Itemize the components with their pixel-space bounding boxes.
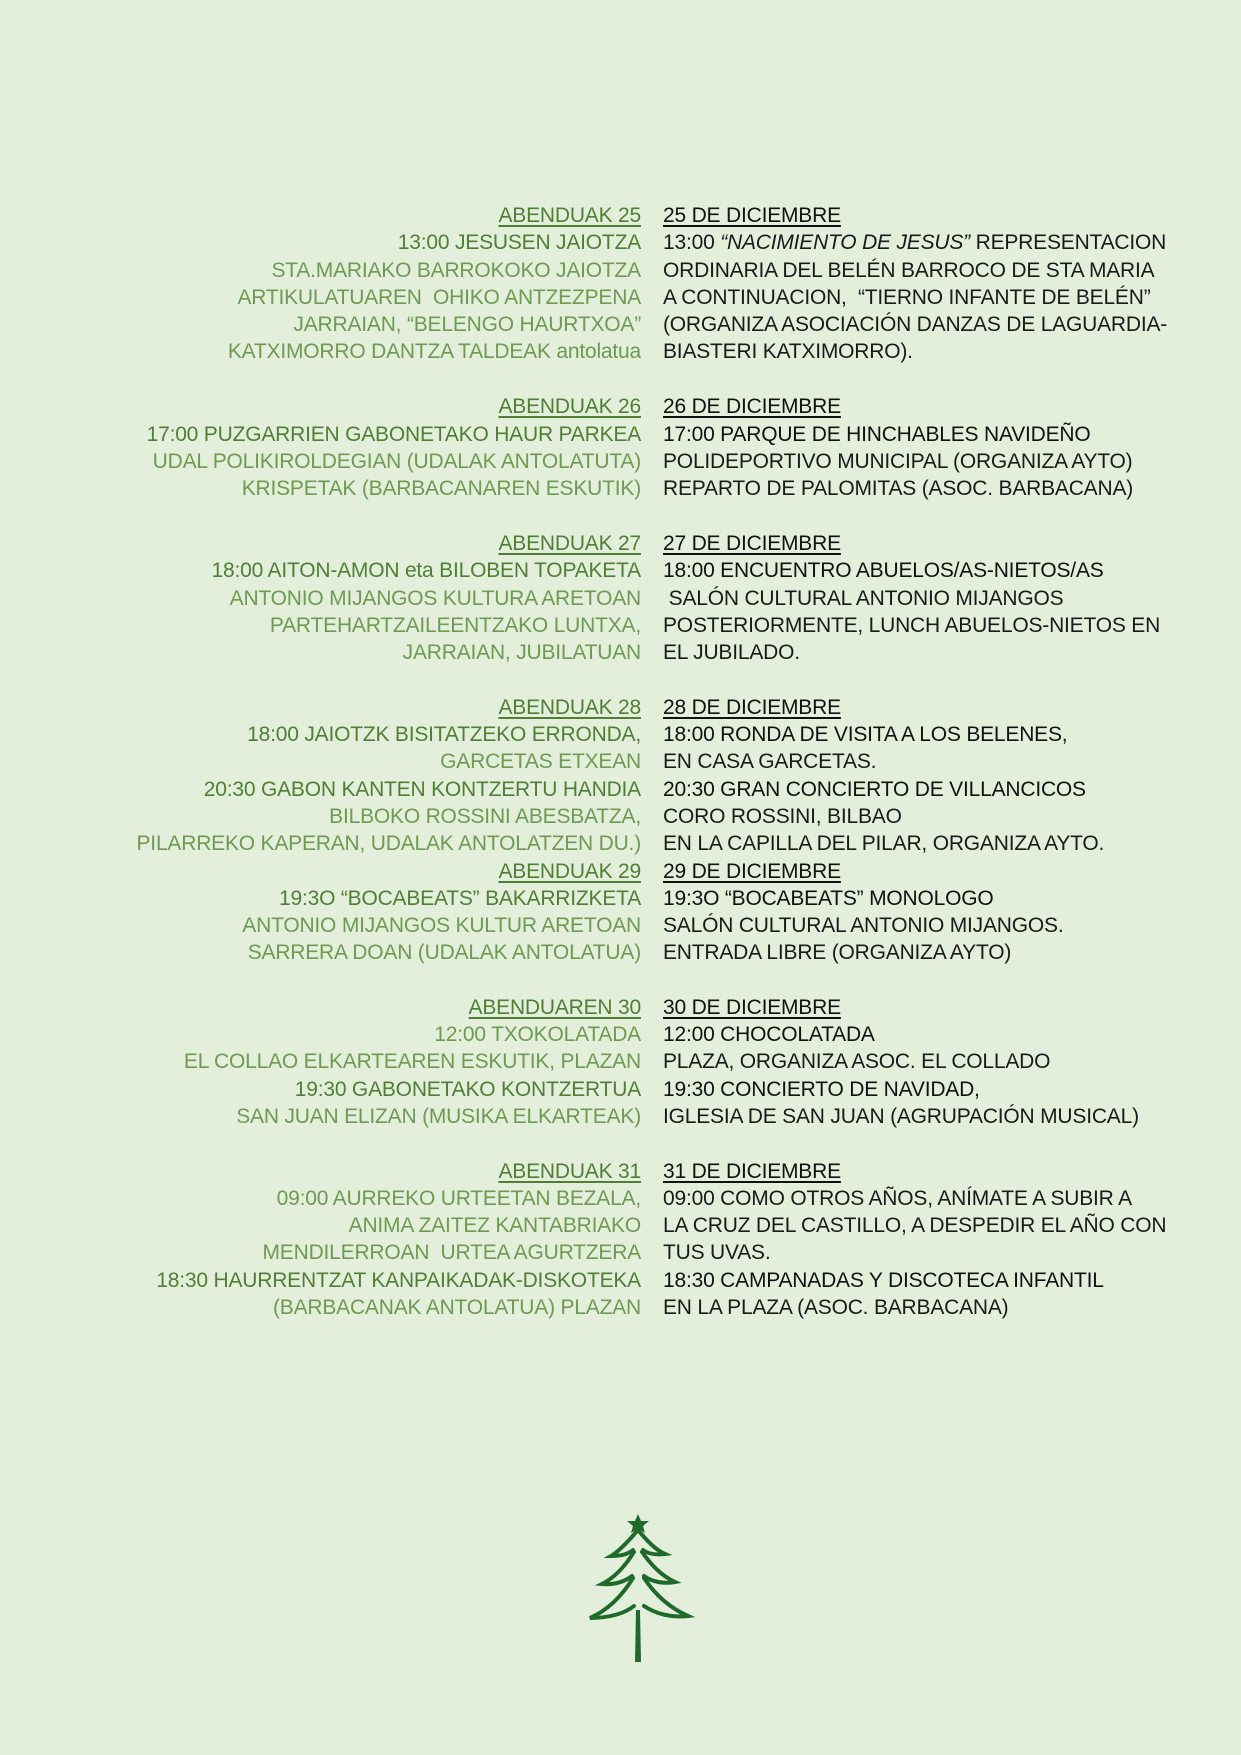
spanish-date-heading: 31 DE DICIEMBRE (663, 1160, 841, 1183)
basque-line: (BARBACANAK ANTOLATUA) PLAZAN (272, 1296, 641, 1319)
basque-line: 18:00 JAIOTZK BISITATZEKO ERRONDA, (247, 723, 641, 746)
spanish-line: SALÓN CULTURAL ANTONIO MIJANGOS. (663, 914, 1064, 937)
basque-date-heading: ABENDUAK 29 (498, 860, 641, 883)
basque-line: 18:30 HAURRENTZAT KANPAIKADAK-DISKOTEKA (156, 1269, 641, 1292)
spanish-line: PLAZA, ORGANIZA ASOC. EL COLLADO (663, 1050, 1051, 1073)
basque-line: STA.MARIAKO BARROKOKO JAIOTZA (271, 259, 641, 282)
spanish-line: 20:30 GRAN CONCIERTO DE VILLANCICOS (663, 778, 1086, 801)
spanish-date-heading: 25 DE DICIEMBRE (663, 204, 841, 227)
spanish-date-heading: 29 DE DICIEMBRE (663, 860, 841, 883)
basque-date-heading: ABENDUAK 28 (498, 696, 641, 719)
event-time: 13:00 (663, 231, 721, 254)
spanish-line: LA CRUZ DEL CASTILLO, A DESPEDIR EL AÑO CON (663, 1214, 1167, 1237)
spanish-line: (ORGANIZA ASOCIACIÓN DANZAS DE LAGUARDIA- (663, 313, 1168, 336)
basque-line: 19:30 GABONETAKO KONTZERTUA (294, 1078, 641, 1101)
spanish-line: REPARTO DE PALOMITAS (ASOC. BARBACANA) (663, 477, 1134, 500)
christmas-tree-icon (578, 1512, 698, 1672)
spanish-line: 17:00 PARQUE DE HINCHABLES NAVIDEÑO (663, 423, 1091, 446)
basque-line: KATXIMORRO DANTZA TALDEAK antolatua (227, 340, 641, 363)
basque-date-heading: ABENDUAK 26 (498, 395, 641, 418)
basque-line: 18:00 AITON-AMON eta BILOBEN TOPAKETA (211, 559, 641, 582)
spanish-line: IGLESIA DE SAN JUAN (AGRUPACIÓN MUSICAL) (663, 1105, 1139, 1128)
spanish-line: 09:00 COMO OTROS AÑOS, ANÍMATE A SUBIR A (663, 1187, 1132, 1210)
basque-line: ANTONIO MIJANGOS KULTURA ARETOAN (229, 587, 641, 610)
spanish-line: EN LA CAPILLA DEL PILAR, ORGANIZA AYTO. (663, 832, 1105, 855)
spanish-line: 18:00 ENCUENTRO ABUELOS/AS-NIETOS/AS (663, 559, 1104, 582)
basque-line: GARCETAS ETXEAN (440, 750, 641, 773)
basque-line: 13:00 JESUSEN JAIOTZA (397, 231, 641, 254)
basque-line: KRISPETAK (BARBACANAREN ESKUTIK) (241, 477, 641, 500)
basque-line: SAN JUAN ELIZAN (MUSIKA ELKARTEAK) (236, 1105, 641, 1128)
spanish-line: EN LA PLAZA (ASOC. BARBACANA) (663, 1296, 1009, 1319)
spanish-line: BIASTERI KATXIMORRO). (663, 340, 913, 363)
spanish-line: 12:00 CHOCOLATADA (663, 1023, 875, 1046)
spanish-line: SALÓN CULTURAL ANTONIO MIJANGOS (663, 587, 1064, 610)
basque-line: BILBOKO ROSSINI ABESBATZA, (329, 805, 641, 828)
spanish-line: POLIDEPORTIVO MUNICIPAL (ORGANIZA AYTO) (663, 450, 1133, 473)
basque-line: 09:00 AURREKO URTEETAN BEZALA, (276, 1187, 641, 1210)
event-title: “NACIMIENTO DE JESUS” (720, 231, 970, 254)
basque-line: ANIMA ZAITEZ KANTABRIAKO (348, 1214, 641, 1237)
basque-date-heading: ABENDUAK 27 (498, 532, 641, 555)
spanish-line: 19:30 CONCIERTO DE NAVIDAD, (663, 1078, 980, 1101)
basque-line: JARRAIAN, JUBILATUAN (402, 641, 641, 664)
basque-line: SARRERA DOAN (UDALAK ANTOLATUA) (247, 941, 641, 964)
spanish-line: POSTERIORMENTE, LUNCH ABUELOS-NIETOS EN (663, 614, 1161, 637)
spanish-line: CORO ROSSINI, BILBAO (663, 805, 902, 828)
spanish-line: EN CASA GARCETAS. (663, 750, 877, 773)
spanish-line: 18:00 RONDA DE VISITA A LOS BELENES, (663, 723, 1068, 746)
basque-line: 12:00 TXOKOLATADA (434, 1023, 641, 1046)
basque-line: 17:00 PUZGARRIEN GABONETAKO HAUR PARKEA (146, 423, 641, 446)
basque-line: 19:3O “BOCABEATS” BAKARRIZKETA (279, 887, 641, 910)
spanish-line: ORDINARIA DEL BELÉN BARROCO DE STA MARIA (663, 259, 1155, 282)
spanish-date-heading: 30 DE DICIEMBRE (663, 996, 841, 1019)
spanish-date-heading: 26 DE DICIEMBRE (663, 395, 841, 418)
spanish-line: A CONTINUACION, “TIERNO INFANTE DE BELÉN” (663, 286, 1151, 309)
spanish-line: 18:30 CAMPANADAS Y DISCOTECA INFANTIL (663, 1269, 1104, 1292)
basque-line: EL COLLAO ELKARTEAREN ESKUTIK, PLAZAN (183, 1050, 641, 1073)
spanish-date-heading: 28 DE DICIEMBRE (663, 696, 841, 719)
basque-line: JARRAIAN, “BELENGO HAURTXOA” (293, 313, 641, 336)
basque-line: 20:30 GABON KANTEN KONTZERTU HANDIA (203, 778, 641, 801)
basque-line: ANTONIO MIJANGOS KULTUR ARETOAN (242, 914, 641, 937)
basque-line: UDAL POLIKIROLDEGIAN (UDALAK ANTOLATUTA) (152, 450, 641, 473)
spanish-date-heading: 27 DE DICIEMBRE (663, 532, 841, 555)
basque-line: ARTIKULATUAREN OHIKO ANTZEZPENA (237, 286, 641, 309)
basque-line: PILARREKO KAPERAN, UDALAK ANTOLATZEN DU.) (136, 832, 641, 855)
basque-line: MENDILERROAN URTEA AGURTZERA (262, 1241, 641, 1264)
spanish-line: ENTRADA LIBRE (ORGANIZA AYTO) (663, 941, 1012, 964)
basque-date-heading: ABENDUAK 31 (498, 1160, 641, 1183)
basque-line: PARTEHARTZAILEENTZAKO LUNTXA, (269, 614, 641, 637)
basque-date-heading: ABENDUAREN 30 (468, 996, 641, 1019)
spanish-line: TUS UVAS. (663, 1241, 771, 1264)
basque-date-heading: ABENDUAK 25 (498, 204, 641, 227)
event-description: REPRESENTACION (969, 231, 1167, 254)
spanish-line: 19:3O “BOCABEATS” MONOLOGO (663, 887, 994, 910)
spanish-line: EL JUBILADO. (663, 641, 800, 664)
spanish-line (663, 228, 1166, 258)
